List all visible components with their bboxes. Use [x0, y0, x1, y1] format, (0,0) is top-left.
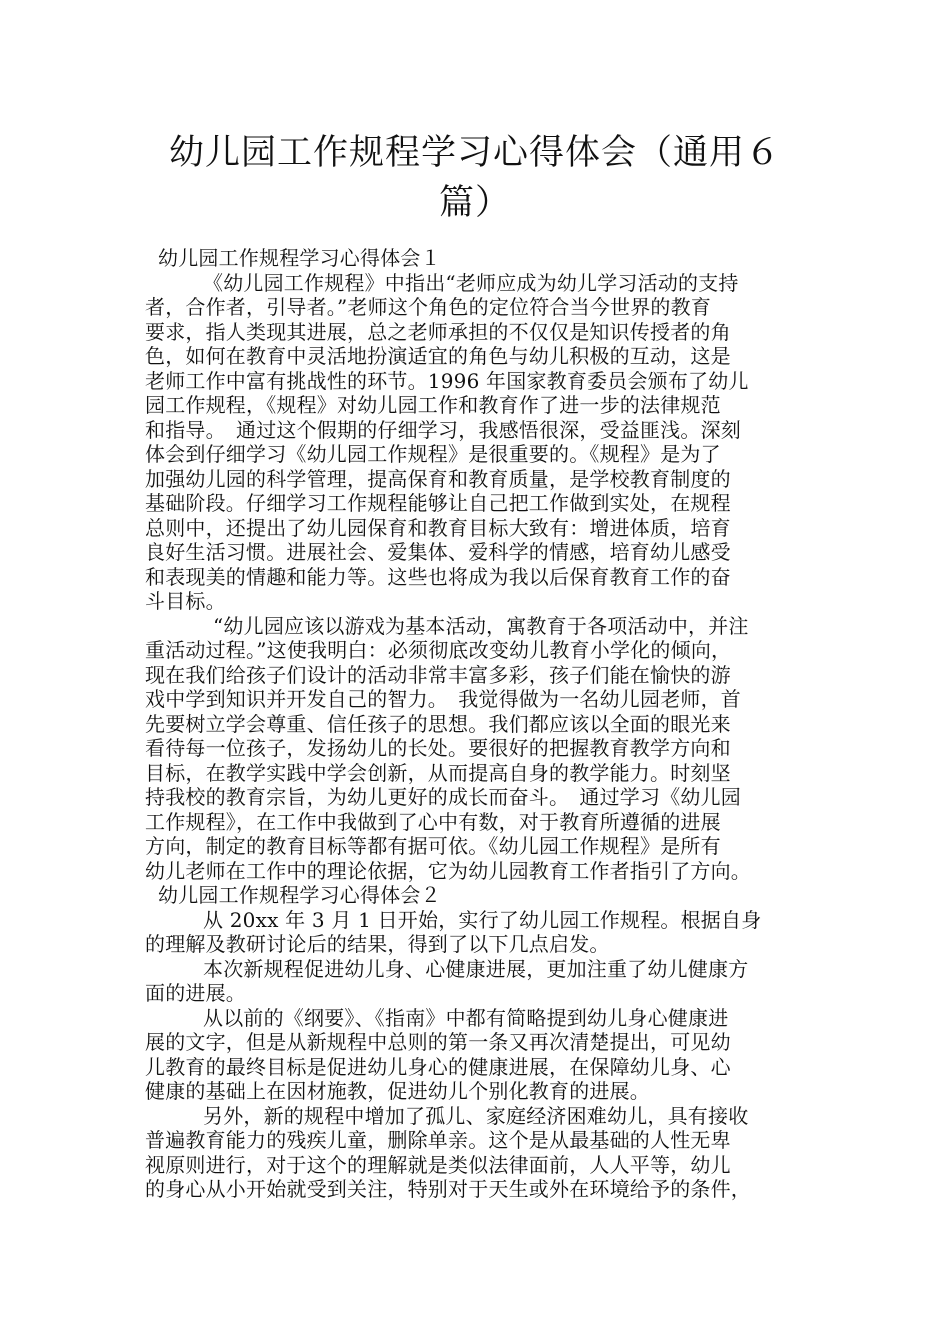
- text-line: 者，合作者，引导者。”老师这个角色的定位符合当今世界的教育: [145, 295, 712, 319]
- text-line: 另外，新的规程中增加了孤儿、家庭经济困难幼儿，具有接收: [203, 1103, 749, 1128]
- text-line: 儿教育的最终目标是促进幼儿身心的健康进展，在保障幼儿身、心: [145, 1054, 731, 1079]
- text-line: 方向，制定的教育目标等都有据可依。《幼儿园工作规程》是所有: [145, 834, 721, 858]
- text-line: 园工作规程，《规程》对幼儿园工作和教育作了进一步的法律规范: [145, 393, 721, 417]
- text-line: 持我校的教育宗旨，为幼儿更好的成长而奋斗。 通过学习《幼儿园: [145, 785, 741, 809]
- text-line: 老师工作中富有挑战性的环节。1996 年国家教育委员会颁布了幼儿: [145, 368, 749, 393]
- text-line: 现在我们给孩子们设计的活动非常丰富多彩，孩子们能在愉快的游: [145, 662, 731, 687]
- text-line: 看待每一位孩子，发扬幼儿的长处。要很好的把握教育教学方向和: [145, 736, 731, 760]
- text-line: 和指导。 通过这个假期的仔细学习，我感悟很深，受益匪浅。深刻: [145, 417, 741, 442]
- text-line: 基础阶段。仔细学习工作规程能够让自己把工作做到实处，在规程: [145, 491, 731, 515]
- text-line: 良好生活习惯。进展社会、爱集体、爱科学的情感，培育幼儿感受: [145, 540, 731, 564]
- text-line: 视原则进行，对于这个的理解就是类似法律面前，人人平等，幼儿: [145, 1152, 731, 1177]
- text-line: 《幼儿园工作规程》中指出“老师应成为幼儿学习活动的支持: [203, 270, 739, 295]
- text-line: 和表现美的情趣和能力等。这些也将成为我以后保育教育工作的奋: [145, 564, 731, 589]
- text-line: 总则中，还提出了幼儿园保育和教育目标大致有：增进体质，培育: [145, 515, 731, 540]
- text-line: 斗目标。: [145, 589, 226, 613]
- text-line: 从 20xx 年 3 月 1 日开始，实行了幼儿园工作规程。根据自身: [203, 907, 762, 932]
- text-line: 健康的基础上在因材施教，促进幼儿个别化教育的进展。: [145, 1079, 650, 1103]
- text-line: 幼儿老师在工作中的理论依据，它为幼儿园教育工作者指引了方向。: [145, 858, 751, 883]
- text-line: 普遍教育能力的残疾儿童，删除单亲。这个是从最基础的人性无卑: [145, 1128, 731, 1152]
- text-line: 重活动过程。”这使我明白：必须彻底改变幼儿教育小学化的倾向，: [145, 638, 732, 662]
- text-line: 戏中学到知识并开发自己的智力。 我觉得做为一名幼儿园老师，首: [145, 687, 741, 711]
- text-line: 目标，在教学实践中学会创新，从而提高自身的教学能力。时刻坚: [145, 760, 731, 785]
- text-line: 从以前的《纲要》、《指南》中都有简略提到幼儿身心健康进: [203, 1005, 729, 1030]
- text-line: 色，如何在教育中灵活地扮演适宜的角色与幼儿积极的互动，这是: [145, 344, 731, 368]
- text-line: 要求，指人类现其进展，总之老师承担的不仅仅是知识传授者的角: [145, 319, 731, 344]
- title-line-1: 幼儿园工作规程学习心得体会（通用６: [168, 133, 781, 173]
- text-line: 的身心从小开始就受到关注，特别对于天生或外在环境给予的条件，: [145, 1177, 751, 1201]
- text-line: 先要树立学会尊重、信任孩子的思想。我们都应该以全面的眼光来: [145, 711, 731, 736]
- title-line-2: 篇）: [438, 183, 511, 223]
- text-line: 工作规程》，在工作中我做到了心中有数，对于教育所遵循的进展: [145, 809, 721, 834]
- section-heading: 幼儿园工作规程学习心得体会２: [158, 883, 441, 907]
- text-line: 的理解及教研讨论后的结果，得到了以下几点启发。: [145, 932, 610, 956]
- text-line: “幼儿园应该以游戏为基本活动，寓教育于各项活动中，并注: [213, 613, 749, 638]
- text-line: 面的进展。: [145, 981, 246, 1005]
- text-line: 体会到仔细学习《幼儿园工作规程》是很重要的。《规程》是为了: [145, 442, 721, 466]
- text-line: 展的文字，但是从新规程中总则的第一条又再次清楚提出，可见幼: [145, 1030, 731, 1054]
- text-line: 加强幼儿园的科学管理，提高保育和教育质量，是学校教育制度的: [145, 466, 731, 491]
- text-line: 本次新规程促进幼儿身、心健康进展，更加注重了幼儿健康方: [203, 956, 749, 981]
- document-body: [145, 246, 810, 1202]
- section-heading: 幼儿园工作规程学习心得体会１: [158, 246, 441, 270]
- document-title: [145, 128, 805, 228]
